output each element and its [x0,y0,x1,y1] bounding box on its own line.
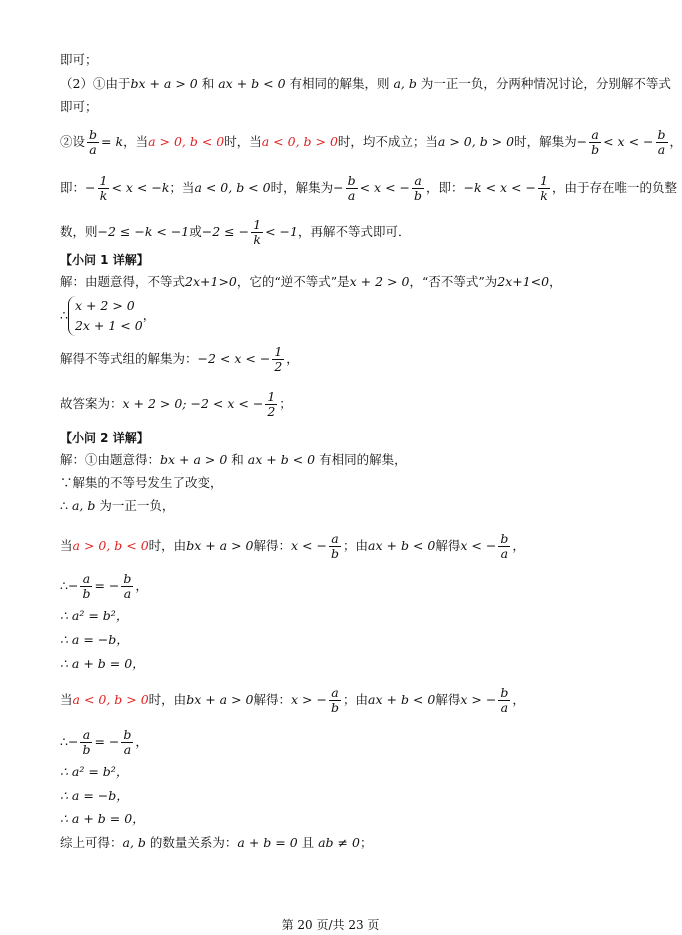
line-2: （2）①由于bx + a > 0 和 ax + b < 0 有相同的解集，则 a, b 为一正一负，分两种情况讨论，分别解不等式 [60,76,671,91]
line-16: ∴ a = −b， [60,632,129,647]
line-8: 解得不等式组的解集为：−2 < x < − $\frac{1}{2}$ ， [60,344,299,374]
line-14: ∴− $\frac{a}{b}$ = − $\frac{b}{a}$ ， [60,571,148,601]
page-footer: 第 20 页/共 23 页 [281,918,380,932]
line-18: 当a < 0, b > 0时，由bx + a > 0解得：x > − $\frac{a}{b}$ ；由ax + b < 0解得x > − $\frac{b}{a}$ ， [60,685,525,715]
line-21: ∴ a = −b， [60,788,129,803]
line-11: ∵解集的不等号发生了改变， [60,475,223,490]
line-20: ∴ a² = b²， [60,764,129,779]
line-19: ∴− $\frac{a}{b}$ = − $\frac{b}{a}$ ， [60,727,148,757]
system-brace: x + 2 > 0 2x + 1 < 0 [68,296,143,336]
line-9: 故答案为：x + 2 > 0; −2 < x < − $\frac{1}{2}$ ； [60,389,292,419]
heading-subq-2: 【小问 2 详解】 [60,431,149,445]
line-13: 当a > 0, b < 0时，由bx + a > 0解得：x < − $\frac{a}{b}$ ；由ax + b < 0解得x < − $\frac{b}{a}$ ， [60,531,525,561]
heading-subq-1: 【小问 1 详解】 [60,253,149,267]
line-10: 解：①由题意得：bx + a > 0 和 ax + b < 0 有相同的解集， [60,452,407,467]
line-6: 数，则−2 ≤ −k < −1或−2 ≤ − $\frac{1}{k}$ < −1，再解不等式即可． [60,217,411,247]
line-22: ∴ a + b = 0， [60,811,145,826]
line-15: ∴ a² = b²， [60,608,129,623]
line-17: ∴ a + b = 0， [60,656,145,671]
line-23: 综上可得：a, b 的数量关系为：a + b = 0 且 ab ≠ 0； [60,835,373,850]
line-3: 即可； [60,99,98,114]
line-12: ∴ a, b 为一正一负， [60,498,175,513]
line-5: 即：− $\frac{1}{k}$ < x < −k；当a < 0, b < 0时，解集为− $\frac{b}{a}$ < x < − $\frac{a}{b}$ ，即：−k < x < − $\frac{1}{k}$ ，由于存在唯一的负整 [60,173,677,203]
line-7: 解：由题意得，不等式2x+1>0，它的“逆不等式”是x + 2 > 0，“否不等式”为2x+1<0， [60,274,562,289]
inequality-system: ∴ x + 2 > 0 2x + 1 < 0 ， [60,296,155,336]
line-1: 即可； [60,52,98,67]
line-4: ②设 $\frac{b}{a}$ = k，当a > 0, b < 0时，当a < 0, b > 0时，均不成立；当a > 0, b > 0时，解集为− $\frac{a}{b}$ < x < − $\frac{b}{a}$ ， [60,127,682,157]
